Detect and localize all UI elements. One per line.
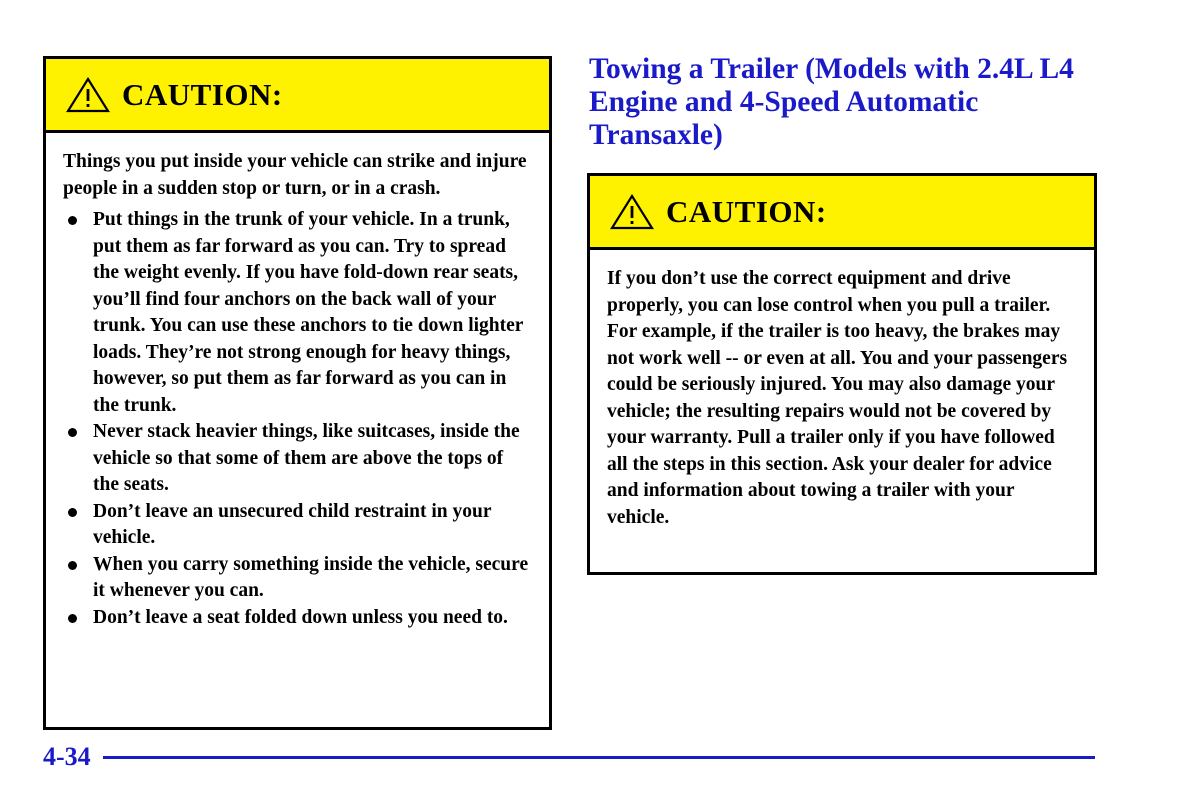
caution-box-towing	[587, 173, 1097, 575]
caution-bullet-list	[63, 207, 533, 631]
caution-body	[590, 250, 1094, 531]
caution-header	[46, 59, 549, 133]
list-item: When you carry something inside the vehicle, secure it whenever you can.	[63, 552, 533, 605]
page-number: 4-34	[43, 742, 91, 771]
bullet-icon	[68, 561, 77, 570]
warning-triangle-icon	[610, 194, 654, 230]
section-title: Towing a Trailer (Models with 2.4L L4 Engine and 4-Speed Automatic Transaxle)	[589, 53, 1074, 151]
caution-heading: CAUTION:	[122, 76, 283, 112]
list-item: Never stack heavier things, like suitcases, inside the vehicle so that some of them are above the tops of the seats.	[63, 419, 533, 499]
warning-triangle-icon	[66, 77, 110, 113]
bullet-icon	[68, 428, 77, 437]
caution-body	[46, 133, 549, 631]
bullet-icon	[68, 508, 77, 517]
caution-intro: Things you put inside your vehicle can strike and injure people in a sudden stop or turn, or in a crash.	[63, 151, 527, 199]
caution-heading: CAUTION:	[666, 193, 827, 229]
caution-text: If you don’t use the correct equipment and drive properly, you can lose control when you pull a trailer. For example, if the trailer is too heavy, the brakes may not work well -- or even at all. You and your passengers could be seriously injured. You may also damage your vehicle; the resulting repairs would not be covered by your warranty. Pull a trailer only if you have followed all the steps in this section. Ask your dealer for advice and information about towing a trailer with your vehicle.	[607, 268, 1068, 528]
caution-box-cargo	[43, 56, 552, 730]
list-item: Don’t leave a seat folded down unless you need to.	[63, 605, 533, 632]
footer-rule	[103, 756, 1095, 759]
bullet-icon	[68, 216, 77, 225]
bullet-icon	[68, 614, 77, 623]
list-item: Don’t leave an unsecured child restraint in your vehicle.	[63, 499, 533, 552]
list-item: Put things in the trunk of your vehicle. In a trunk, put them as far forward as you can. Try to spread the weight evenly. If you have fold-down rear seats, you’ll find four anchors on the back wall of your trunk. You can use these anchors to tie down lighter loads. They’re not strong enough for heavy things, however, so put them as far forward as you can in the trunk.	[63, 207, 533, 419]
caution-header	[590, 176, 1094, 250]
